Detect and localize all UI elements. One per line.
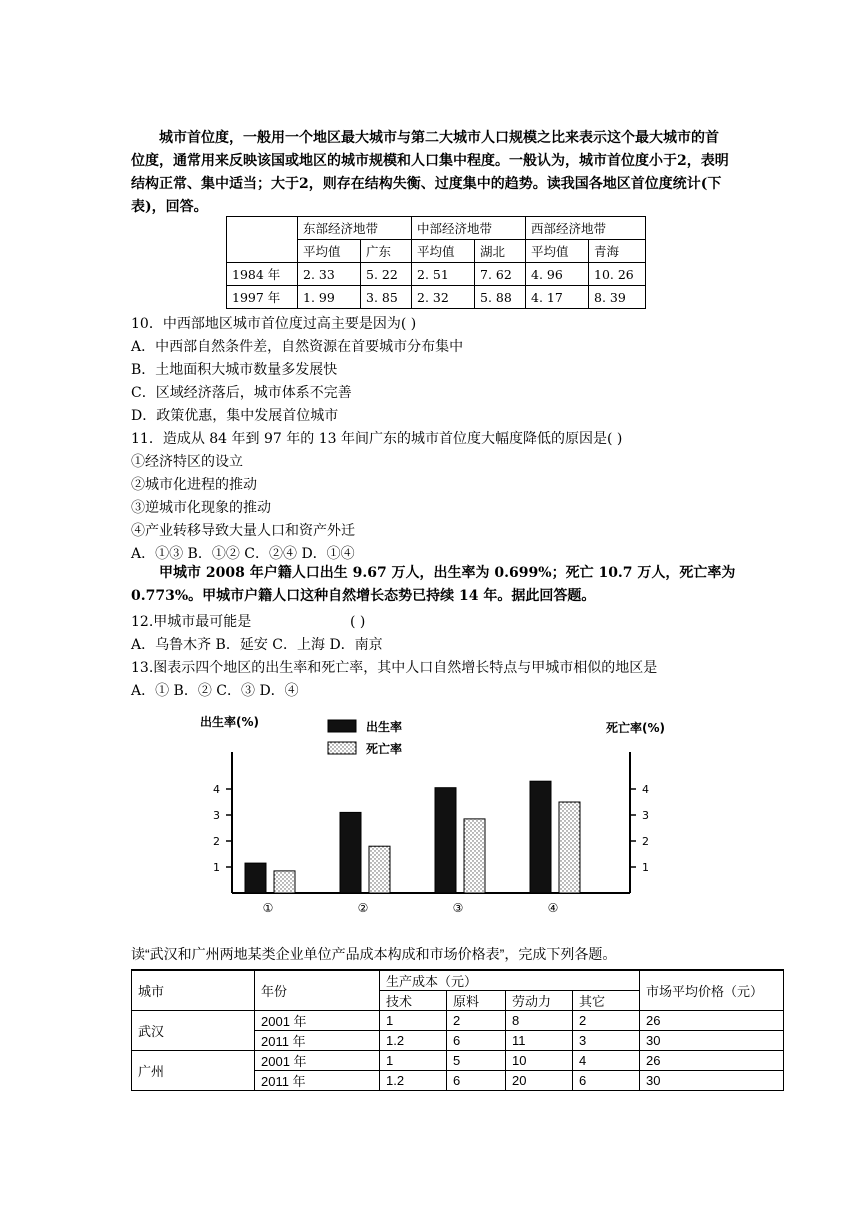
birth-death-rate-chart — [200, 712, 665, 917]
intro-paragraph: 城市首位度，一般用一个地区最大城市与第二大城市人口规模之比来表示这个最大城市的首位度，通常用来反映该国或地区的城市规模和人口集中程度。一般认为，城市首位度小于2，表明结构正常、集中适当；大于2，则存在结构失衡、过度集中的趋势。读我国各地区首位度统计(下表)，回答。 — [131, 130, 729, 215]
cell: 30 — [640, 1031, 784, 1051]
header-city: 城市 — [132, 970, 255, 1011]
q11-stem: 11．造成从 84 年到 97 年的 13 年间广东的城市首位度大幅度降低的原因是( ) — [131, 431, 623, 447]
q11-item-3: ③逆城市化现象的推动 — [131, 500, 271, 516]
y-axis-title-left: 出生率(%) — [200, 715, 259, 729]
city-name: 武汉 — [132, 1011, 255, 1051]
y-axis-title-right: 死亡率(%) — [606, 721, 665, 735]
bar-birth-1 — [245, 863, 266, 893]
left-tick-label: 2 — [213, 835, 220, 848]
row-year: 2001 年 — [255, 1051, 380, 1071]
right-tick-label: 3 — [642, 809, 649, 822]
bar-death-2 — [369, 846, 390, 893]
cell: 1 — [380, 1051, 447, 1071]
table-subheader: 广东 — [361, 240, 412, 263]
bar-birth-2 — [340, 812, 361, 893]
header-year: 年份 — [255, 970, 380, 1011]
cell: 3. 85 — [361, 286, 412, 309]
primacy-table — [226, 216, 646, 309]
cell: 8. 39 — [589, 286, 646, 309]
cell: 10 — [506, 1051, 573, 1071]
category-label: ③ — [452, 901, 464, 915]
table-group-header: 西部经济地带 — [526, 217, 646, 240]
cell: 1 — [380, 1011, 447, 1031]
table-row — [227, 286, 646, 309]
right-tick-label: 4 — [642, 783, 649, 796]
cell: 26 — [640, 1051, 784, 1071]
q10-option-b: B．土地面积大城市数量多发展快 — [131, 362, 338, 378]
header-sub: 技术 — [380, 991, 447, 1011]
city-name: 广州 — [132, 1051, 255, 1091]
category-label: ① — [262, 901, 274, 915]
cell: 2. 32 — [412, 286, 475, 309]
table-subheader: 湖北 — [475, 240, 526, 263]
cell: 20 — [506, 1071, 573, 1091]
table2-intro: 读“武汉和广州两地某类企业单位产品成本构成和市场价格表”，完成下列各题。 — [131, 946, 617, 962]
left-tick-label: 3 — [213, 809, 220, 822]
cell: 2 — [447, 1011, 506, 1031]
table-subheader: 平均值 — [526, 240, 589, 263]
cell: 5 — [447, 1051, 506, 1071]
table-subheader: 平均值 — [412, 240, 475, 263]
q10-stem: 10．中西部地区城市首位度过高主要是因为( ) — [131, 316, 417, 332]
bar-birth-3 — [435, 788, 456, 893]
cell: 4. 96 — [526, 263, 589, 286]
bar-birth-4 — [530, 781, 551, 893]
legend-label: 出生率 — [366, 720, 403, 734]
q10-option-d: D．政策优惠，集中发展首位城市 — [131, 408, 339, 424]
cell: 5. 88 — [475, 286, 526, 309]
q11-item-2: ②城市化进程的推动 — [131, 477, 257, 493]
cell: 26 — [640, 1011, 784, 1031]
legend-label: 死亡率 — [366, 742, 403, 756]
legend-swatch — [328, 742, 356, 754]
table-subheader: 青海 — [589, 240, 646, 263]
q13-stem: 13.图表示四个地区的出生率和死亡率，其中人口自然增长特点与甲城市相似的地区是 — [131, 660, 658, 676]
q11-item-1: ①经济特区的设立 — [131, 454, 243, 470]
q10-option-c: C．区域经济落后，城市体系不完善 — [131, 385, 352, 401]
left-tick-label: 1 — [213, 861, 220, 874]
header-sub: 其它 — [573, 991, 640, 1011]
q12-stem: 12.甲城市最可能是 — [131, 614, 252, 630]
category-label: ② — [357, 901, 369, 915]
table-row — [132, 1051, 784, 1071]
cell: 1. 99 — [298, 286, 361, 309]
cell: 1.2 — [380, 1071, 447, 1091]
cell: 6 — [447, 1071, 506, 1091]
cell: 1.2 — [380, 1031, 447, 1051]
table-corner — [227, 217, 298, 263]
header-cost: 生产成本（元） — [380, 970, 640, 991]
chart-labels — [200, 714, 665, 915]
cell: 6 — [447, 1031, 506, 1051]
table-row — [132, 1011, 784, 1031]
cost-price-table — [131, 969, 784, 1091]
row-year: 2011 年 — [255, 1031, 380, 1051]
row-year: 2011 年 — [255, 1071, 380, 1091]
cell: 2 — [573, 1011, 640, 1031]
cell: 10. 26 — [589, 263, 646, 286]
q10-option-a: A．中西部自然条件差，自然资源在首要城市分布集中 — [131, 339, 464, 355]
cell: 30 — [640, 1071, 784, 1091]
bar-death-3 — [464, 819, 485, 893]
q12-options: A．乌鲁木齐 B．延安 C．上海 D．南京 — [131, 637, 383, 653]
header-price: 市场平均价格（元） — [640, 970, 784, 1011]
header-sub: 劳动力 — [506, 991, 573, 1011]
cell: 4. 17 — [526, 286, 589, 309]
cell: 4 — [573, 1051, 640, 1071]
q11-options: A．①③ B．①② C．②④ D．①④ — [131, 546, 355, 562]
left-tick-label: 4 — [213, 783, 220, 796]
cell: 8 — [506, 1011, 573, 1031]
q12-paren: ( ) — [350, 614, 366, 630]
category-label: ④ — [547, 901, 559, 915]
table-row — [227, 263, 646, 286]
row-year: 1984 年 — [227, 263, 298, 286]
passage-2: 甲城市 2008 年户籍人口出生 9.67 万人，出生率为 0.699%；死亡 10.7 万人，死亡率为 0.773%。甲城市户籍人口这种自然增长态势已持续 14 年。据此回答题。 — [131, 565, 736, 604]
header-sub: 原料 — [447, 991, 506, 1011]
cell: 6 — [573, 1071, 640, 1091]
bar-death-1 — [274, 871, 295, 893]
cell: 2. 33 — [298, 263, 361, 286]
q11-item-4: ④产业转移导致大量人口和资产外迁 — [131, 523, 355, 539]
cell: 11 — [506, 1031, 573, 1051]
table-group-header: 中部经济地带 — [412, 217, 526, 240]
table-subheader: 平均值 — [298, 240, 361, 263]
cell: 2. 51 — [412, 263, 475, 286]
row-year: 1997 年 — [227, 286, 298, 309]
bar-death-4 — [559, 802, 580, 893]
table-group-header: 东部经济地带 — [298, 217, 412, 240]
right-tick-label: 2 — [642, 835, 649, 848]
chart-bars — [245, 781, 580, 893]
cell: 7. 62 — [475, 263, 526, 286]
legend-swatch — [328, 720, 356, 732]
right-tick-label: 1 — [642, 861, 649, 874]
q13-options: A．① B．② C．③ D．④ — [131, 683, 299, 699]
row-year: 2001 年 — [255, 1011, 380, 1031]
cell: 3 — [573, 1031, 640, 1051]
cell: 5. 22 — [361, 263, 412, 286]
